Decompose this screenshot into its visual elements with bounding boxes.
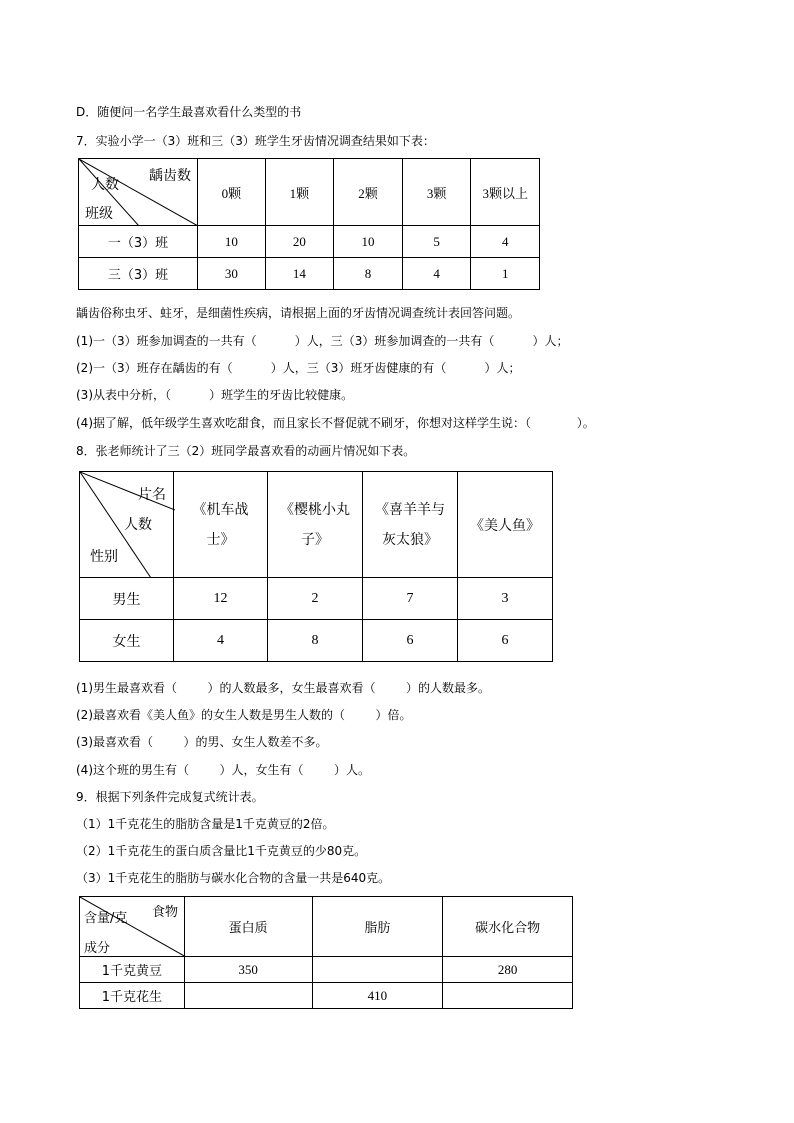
question-7: 7．实验小学一（3）班和三（3）班学生牙齿情况调查结果如下表：: [76, 134, 435, 148]
row-label: 女生: [80, 620, 174, 662]
row-label: 1千克花生: [80, 983, 185, 1009]
table-cell: 7: [363, 578, 458, 620]
header-line: 士》: [206, 531, 235, 548]
table-cell: 8: [268, 620, 363, 662]
question-8-part-1: (1)男生最喜欢看（ ）的人数最多，女生最喜欢看（ ）的人数最多。: [76, 681, 491, 695]
question-9: 9．根据下列条件完成复式统计表。: [76, 790, 264, 804]
table-cell: 2: [268, 578, 363, 620]
table-cell: 410: [312, 983, 443, 1009]
table-cell: 1: [471, 258, 540, 290]
table-row: [80, 957, 573, 983]
table-cell: 10: [334, 226, 403, 258]
table-cell-blank: [312, 957, 443, 983]
column-header: 0颗: [198, 159, 266, 226]
table-cell: 280: [443, 957, 573, 983]
corner-label-mid: 人数: [91, 177, 119, 193]
table-row: [80, 983, 573, 1009]
corner-label-mid: 含量/克: [84, 911, 128, 926]
table-cell-blank: [184, 983, 312, 1009]
table-cell: 350: [184, 957, 312, 983]
question-7-part-3: (3)从表中分析，（ ）班学生的牙齿比较健康。: [76, 388, 354, 402]
table-cell: 12: [174, 578, 268, 620]
row-label: 男生: [80, 578, 174, 620]
table-corner-cell: [80, 472, 174, 578]
corner-label-bottom: 班级: [85, 206, 113, 222]
table-corner-cell: [79, 159, 198, 226]
corner-label-top: 食物: [152, 905, 179, 920]
table-cell: 5: [402, 226, 471, 258]
table-cell: 4: [174, 620, 268, 662]
column-header: 蛋白质: [184, 897, 312, 957]
corner-label-top: 片名: [138, 487, 166, 503]
table-row: [79, 226, 540, 258]
table-cell: 14: [265, 258, 334, 290]
corner-label-bottom: 成分: [84, 941, 111, 956]
table-tooth-survey: [78, 158, 540, 290]
table-cell: 4: [471, 226, 540, 258]
table-row: [80, 620, 553, 662]
question-9-condition-3: （3）1千克花生的脂肪与碳水化合物的含量一共是640克。: [76, 871, 391, 885]
column-header: 碳水化合物: [443, 897, 573, 957]
column-header: [458, 472, 553, 578]
table-nutrition: [79, 896, 573, 1009]
table-cell: 6: [363, 620, 458, 662]
option-d: D．随便问一名学生最喜欢看什么类型的书: [76, 105, 302, 119]
row-label: 三（3）班: [79, 258, 198, 290]
row-label: 一（3）班: [79, 226, 198, 258]
header-line: 灰太狼》: [382, 531, 438, 548]
table-cell: 20: [265, 226, 334, 258]
column-header: 脂肪: [312, 897, 443, 957]
column-header: [363, 472, 458, 578]
table-cell: 10: [198, 226, 266, 258]
column-header: 2颗: [334, 159, 403, 226]
header-line: 子》: [301, 531, 329, 548]
table-row: [80, 578, 553, 620]
row-label: 1千克黄豆: [80, 957, 185, 983]
header-line: 《喜羊羊与: [375, 501, 445, 518]
corner-label-top: 龋齿数: [149, 168, 191, 184]
header-line: 《樱桃小丸: [280, 501, 350, 518]
corner-label-mid: 人数: [124, 517, 152, 533]
question-7-intro: 龋齿俗称虫牙、蛀牙，是细菌性疾病，请根据上面的牙齿情况调查统计表回答问题。: [76, 306, 521, 320]
table-cell: 8: [334, 258, 403, 290]
table-cell: 6: [458, 620, 553, 662]
column-header: 1颗: [265, 159, 334, 226]
question-9-condition-2: （2）1千克花生的蛋白质含量比1千克黄豆的少80克。: [76, 844, 367, 858]
corner-label-bottom: 性别: [90, 549, 118, 565]
column-header: 3颗以上: [471, 159, 540, 226]
table-cartoon-survey: [79, 471, 553, 662]
header-line: 《美人鱼》: [470, 517, 540, 534]
column-header: [174, 472, 268, 578]
question-8-part-2: (2)最喜欢看《美人鱼》的女生人数是男生人数的（ ）倍。: [76, 708, 412, 722]
table-cell: 30: [198, 258, 266, 290]
question-8-part-3: (3)最喜欢看（ ）的男、女生人数差不多。: [76, 735, 328, 749]
table-cell: 3: [458, 578, 553, 620]
table-row: [79, 258, 540, 290]
column-header: [268, 472, 363, 578]
question-7-part-1: (1)一（3）班参加调查的一共有（ ）人，三（3）班参加调查的一共有（ ）人；: [76, 334, 569, 348]
table-cell-blank: [443, 983, 573, 1009]
question-7-part-4: (4)据了解，低年级学生喜欢吃甜食，而且家长不督促就不刷牙，你想对这样学生说：（ ）。: [76, 416, 595, 430]
table-cell: 4: [402, 258, 471, 290]
question-9-condition-1: （1）1千克花生的脂肪含量是1千克黄豆的2倍。: [76, 817, 335, 831]
table-corner-cell: [80, 897, 185, 957]
header-line: 《机车战: [192, 501, 249, 518]
question-7-part-2: (2)一（3）班存在龋齿的有（ ）人，三（3）班牙齿健康的有（ ）人；: [76, 361, 521, 375]
question-8: 8．张老师统计了三（2）班同学最喜欢看的动画片情况如下表。: [76, 444, 416, 458]
column-header: 3颗: [402, 159, 471, 226]
question-8-part-4: (4)这个班的男生有（ ）人，女生有（ ）人。: [76, 763, 371, 777]
